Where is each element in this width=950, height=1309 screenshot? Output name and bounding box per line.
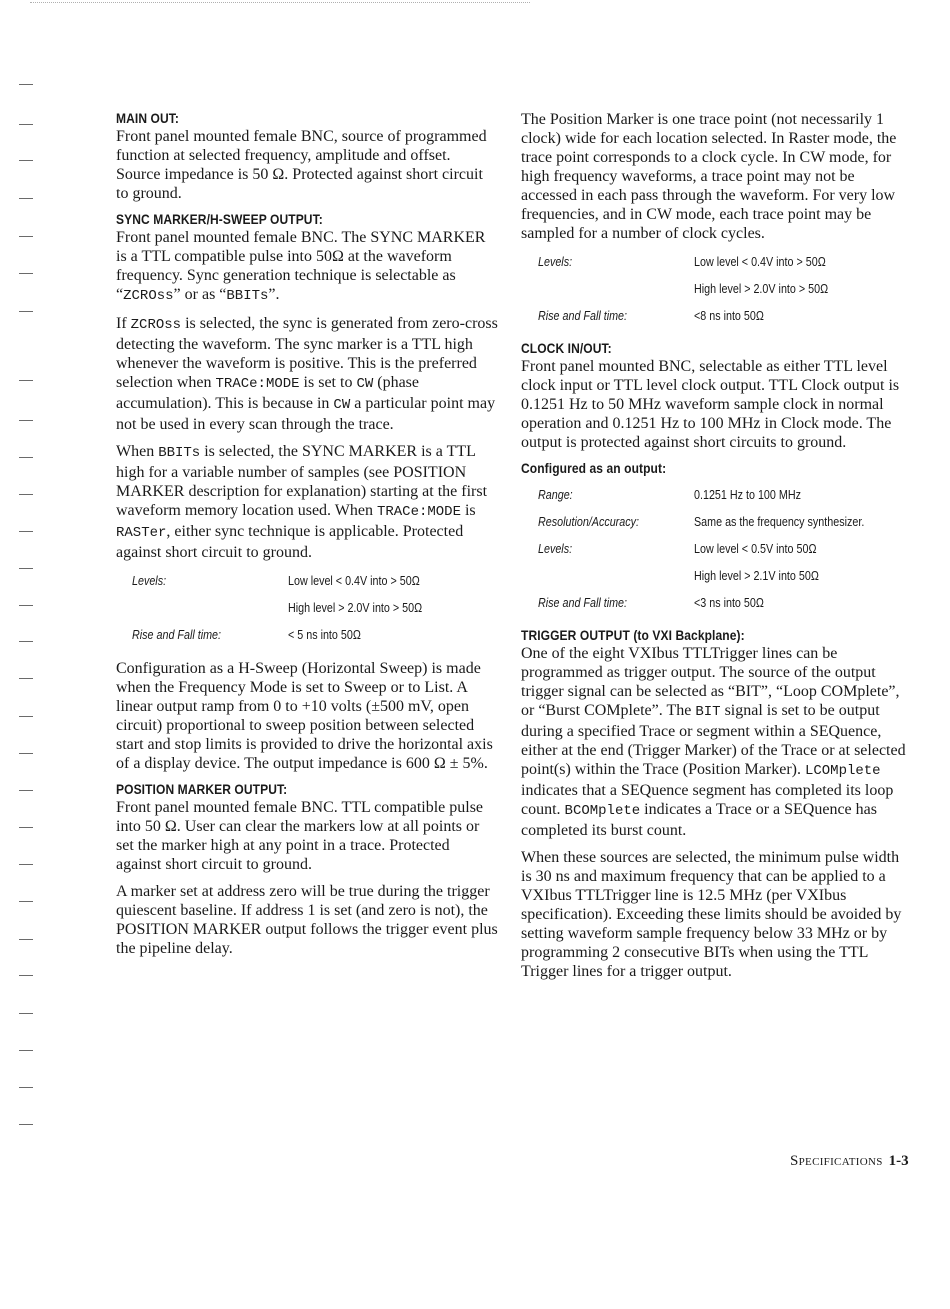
clock-heading: CLOCK IN/OUT: <box>521 340 612 356</box>
sync-paragraph-1: Front panel mounted female BNC. The SYNC MARKER is a TTL compatible pulse into 50Ω at the waveform frequency. Sync generation technique is selectable as “ZCROss” or as “BBITs”. <box>116 229 486 304</box>
margin-tick <box>19 198 33 199</box>
sync-paragraph-2: If ZCROss is selected, the sync is generated from zero-cross detecting the waveform. The sync marker is a TTL high whenever the waveform is positive. This is the preferred selection when TRACe:MODE is set to CW (phase accumulation). This is because in CW a particular point may not be used in every scan through the trace. <box>116 315 498 433</box>
position-marker-heading: POSITION MARKER OUTPUT: <box>116 781 288 797</box>
spec-value: 0.1251 Hz to 100 MHz <box>694 488 801 502</box>
trigger-output-heading: TRIGGER OUTPUT (to VXI Backplane): <box>521 627 745 643</box>
margin-tick <box>19 311 33 312</box>
margin-tick <box>19 753 33 754</box>
spec-value: High level > 2.1V into 50Ω <box>694 569 819 583</box>
clock-output-subheading: Configured as an output: <box>521 460 667 476</box>
margin-tick <box>19 236 33 237</box>
margin-tick <box>19 1087 33 1088</box>
margin-tick <box>19 864 33 865</box>
top-edge-rule <box>30 2 530 3</box>
sync-marker-heading: SYNC MARKER/H-SWEEP OUTPUT: <box>116 211 323 227</box>
margin-tick <box>19 380 33 381</box>
trigger-paragraph-1: One of the eight VXIbus TTLTrigger lines can be programmed as trigger output. The source of the output trigger signal can be selected as “BIT”, “Loop COMplete”, or “Burst COMplete”. The BIT signal is set to be output during a specified Trace or segment within a SEQuence, either at the end (Trigger Marker) of the Trace or at selected point(s) within the Trace (Position Marker). LCOMplete indicates that a SEQuence segment has completed its loop count. BCOMplete indicates a Trace or a SEQuence has completed its burst count. <box>521 645 906 839</box>
margin-tick <box>19 1013 33 1014</box>
margin-tick <box>19 494 33 495</box>
footer-section-title: Specifications <box>790 1153 883 1169</box>
position-paragraph-1: Front panel mounted female BNC. TTL compatible pulse into 50 Ω. User can clear the markers low at all points or set the marker high at any point in a trace. Protected against short circuit to ground. <box>116 799 484 873</box>
margin-tick <box>19 84 33 85</box>
h-sweep-paragraph: Configuration as a H-Sweep (Horizontal Sweep) is made when the Frequency Mode is set to Sweep or to List. A linear output ramp from 0 to +10 volts (±500 mV, open circuit) proportional to sweep position between selected start and stop limits is provided to drive the horizontal axis of a display device. The output impedance is 600 Ω ± 5%. <box>116 660 493 772</box>
margin-tick <box>19 273 33 274</box>
spec-label: Rise and Fall time: <box>538 309 628 323</box>
page-footer <box>790 1153 909 1170</box>
sync-paragraph-3: When BBITs is selected, the SYNC MARKER is a TTL high for a variable number of samples (see POSITION MARKER description for explanation) starting at the first waveform memory location used. When TRACe:MODE is RASTer, either sync technique is applicable. Protected against short circuit to ground. <box>116 443 488 561</box>
main-out-heading: MAIN OUT: <box>116 110 179 126</box>
spec-value: <3 ns into 50Ω <box>694 596 764 610</box>
margin-tick <box>19 1124 33 1125</box>
margin-tick <box>19 678 33 679</box>
margin-tick <box>19 716 33 717</box>
spec-label: Rise and Fall time: <box>132 628 222 642</box>
spec-value: Low level < 0.5V into 50Ω <box>694 542 817 556</box>
spec-value: < 5 ns into 50Ω <box>288 628 361 642</box>
position-marker-continued: The Position Marker is one trace point (not necessarily 1 clock) wide for each location selected. In Raster mode, the trace point corresponds to a clock cycle. In CW mode, for high frequency waveforms, a trace point may not be accessed in each pass through the waveform. For very low frequencies, and in CW mode, each trace point may be sampled for a number of clock cycles. <box>521 111 897 242</box>
spec-label: Range: <box>538 488 573 502</box>
spec-label: Rise and Fall time: <box>538 596 628 610</box>
left-column <box>116 110 498 966</box>
spec-value: Same as the frequency synthesizer. <box>694 515 865 529</box>
margin-tick <box>19 641 33 642</box>
main-out-text: Front panel mounted female BNC, source of programmed function at selected frequency, amplitude and offset. Source impedance is 50 Ω. Protected against short circuit to ground. <box>116 128 487 202</box>
spec-label: Resolution/Accuracy: <box>538 515 639 529</box>
clock-paragraph: Front panel mounted BNC, selectable as either TTL level clock input or TTL level clock output. TTL Clock output is 0.1251 Hz to 50 MHz waveform sample clock in normal operation and 0.1251 Hz to 100 MHz in Clock mode. The output is protected against short circuits to ground. <box>521 358 900 451</box>
margin-tick <box>19 939 33 940</box>
margin-tick <box>19 124 33 125</box>
spec-value: <8 ns into 50Ω <box>694 309 764 323</box>
spec-label: Levels: <box>132 574 167 588</box>
right-column <box>521 110 913 989</box>
position-paragraph-2: A marker set at address zero will be true during the trigger quiescent baseline. If address 1 is set (and zero is not), the POSITION MARKER output follows the trigger event plus the pipeline delay. <box>116 883 498 957</box>
margin-tick <box>19 1050 33 1051</box>
margin-tick <box>19 827 33 828</box>
trigger-paragraph-2: When these sources are selected, the minimum pulse width is 30 ns and maximum frequency that can be applied to a VXIbus TTLTrigger line is 12.5 MHz (per VXIbus specification). Exceeding these limits should be avoided by setting waveform sample frequency below 33 MHz or by programming 2 consecutive BITs when using the TTL Trigger lines for a trigger output. <box>521 849 902 980</box>
margin-tick <box>19 531 33 532</box>
spec-value: High level > 2.0V into > 50Ω <box>694 282 829 296</box>
margin-tick <box>19 605 33 606</box>
spec-label-empty <box>538 563 672 590</box>
spec-label: Levels: <box>538 542 573 556</box>
spec-value: Low level < 0.4V into > 50Ω <box>288 574 420 588</box>
spec-label-empty <box>132 595 266 622</box>
margin-tick <box>19 420 33 421</box>
margin-tick <box>19 457 33 458</box>
spec-value: Low level < 0.4V into > 50Ω <box>694 255 826 269</box>
margin-tick <box>19 901 33 902</box>
margin-tick <box>19 790 33 791</box>
sync-spec-table <box>116 568 498 649</box>
position-spec-table <box>521 249 913 330</box>
clock-spec-table <box>521 482 913 617</box>
page-number: 1-3 <box>888 1153 909 1169</box>
margin-tick <box>19 568 33 569</box>
margin-tick <box>19 975 33 976</box>
margin-tick <box>19 160 33 161</box>
spec-label: Levels: <box>538 255 573 269</box>
spec-value: High level > 2.0V into > 50Ω <box>288 601 423 615</box>
spec-label-empty <box>538 276 672 303</box>
